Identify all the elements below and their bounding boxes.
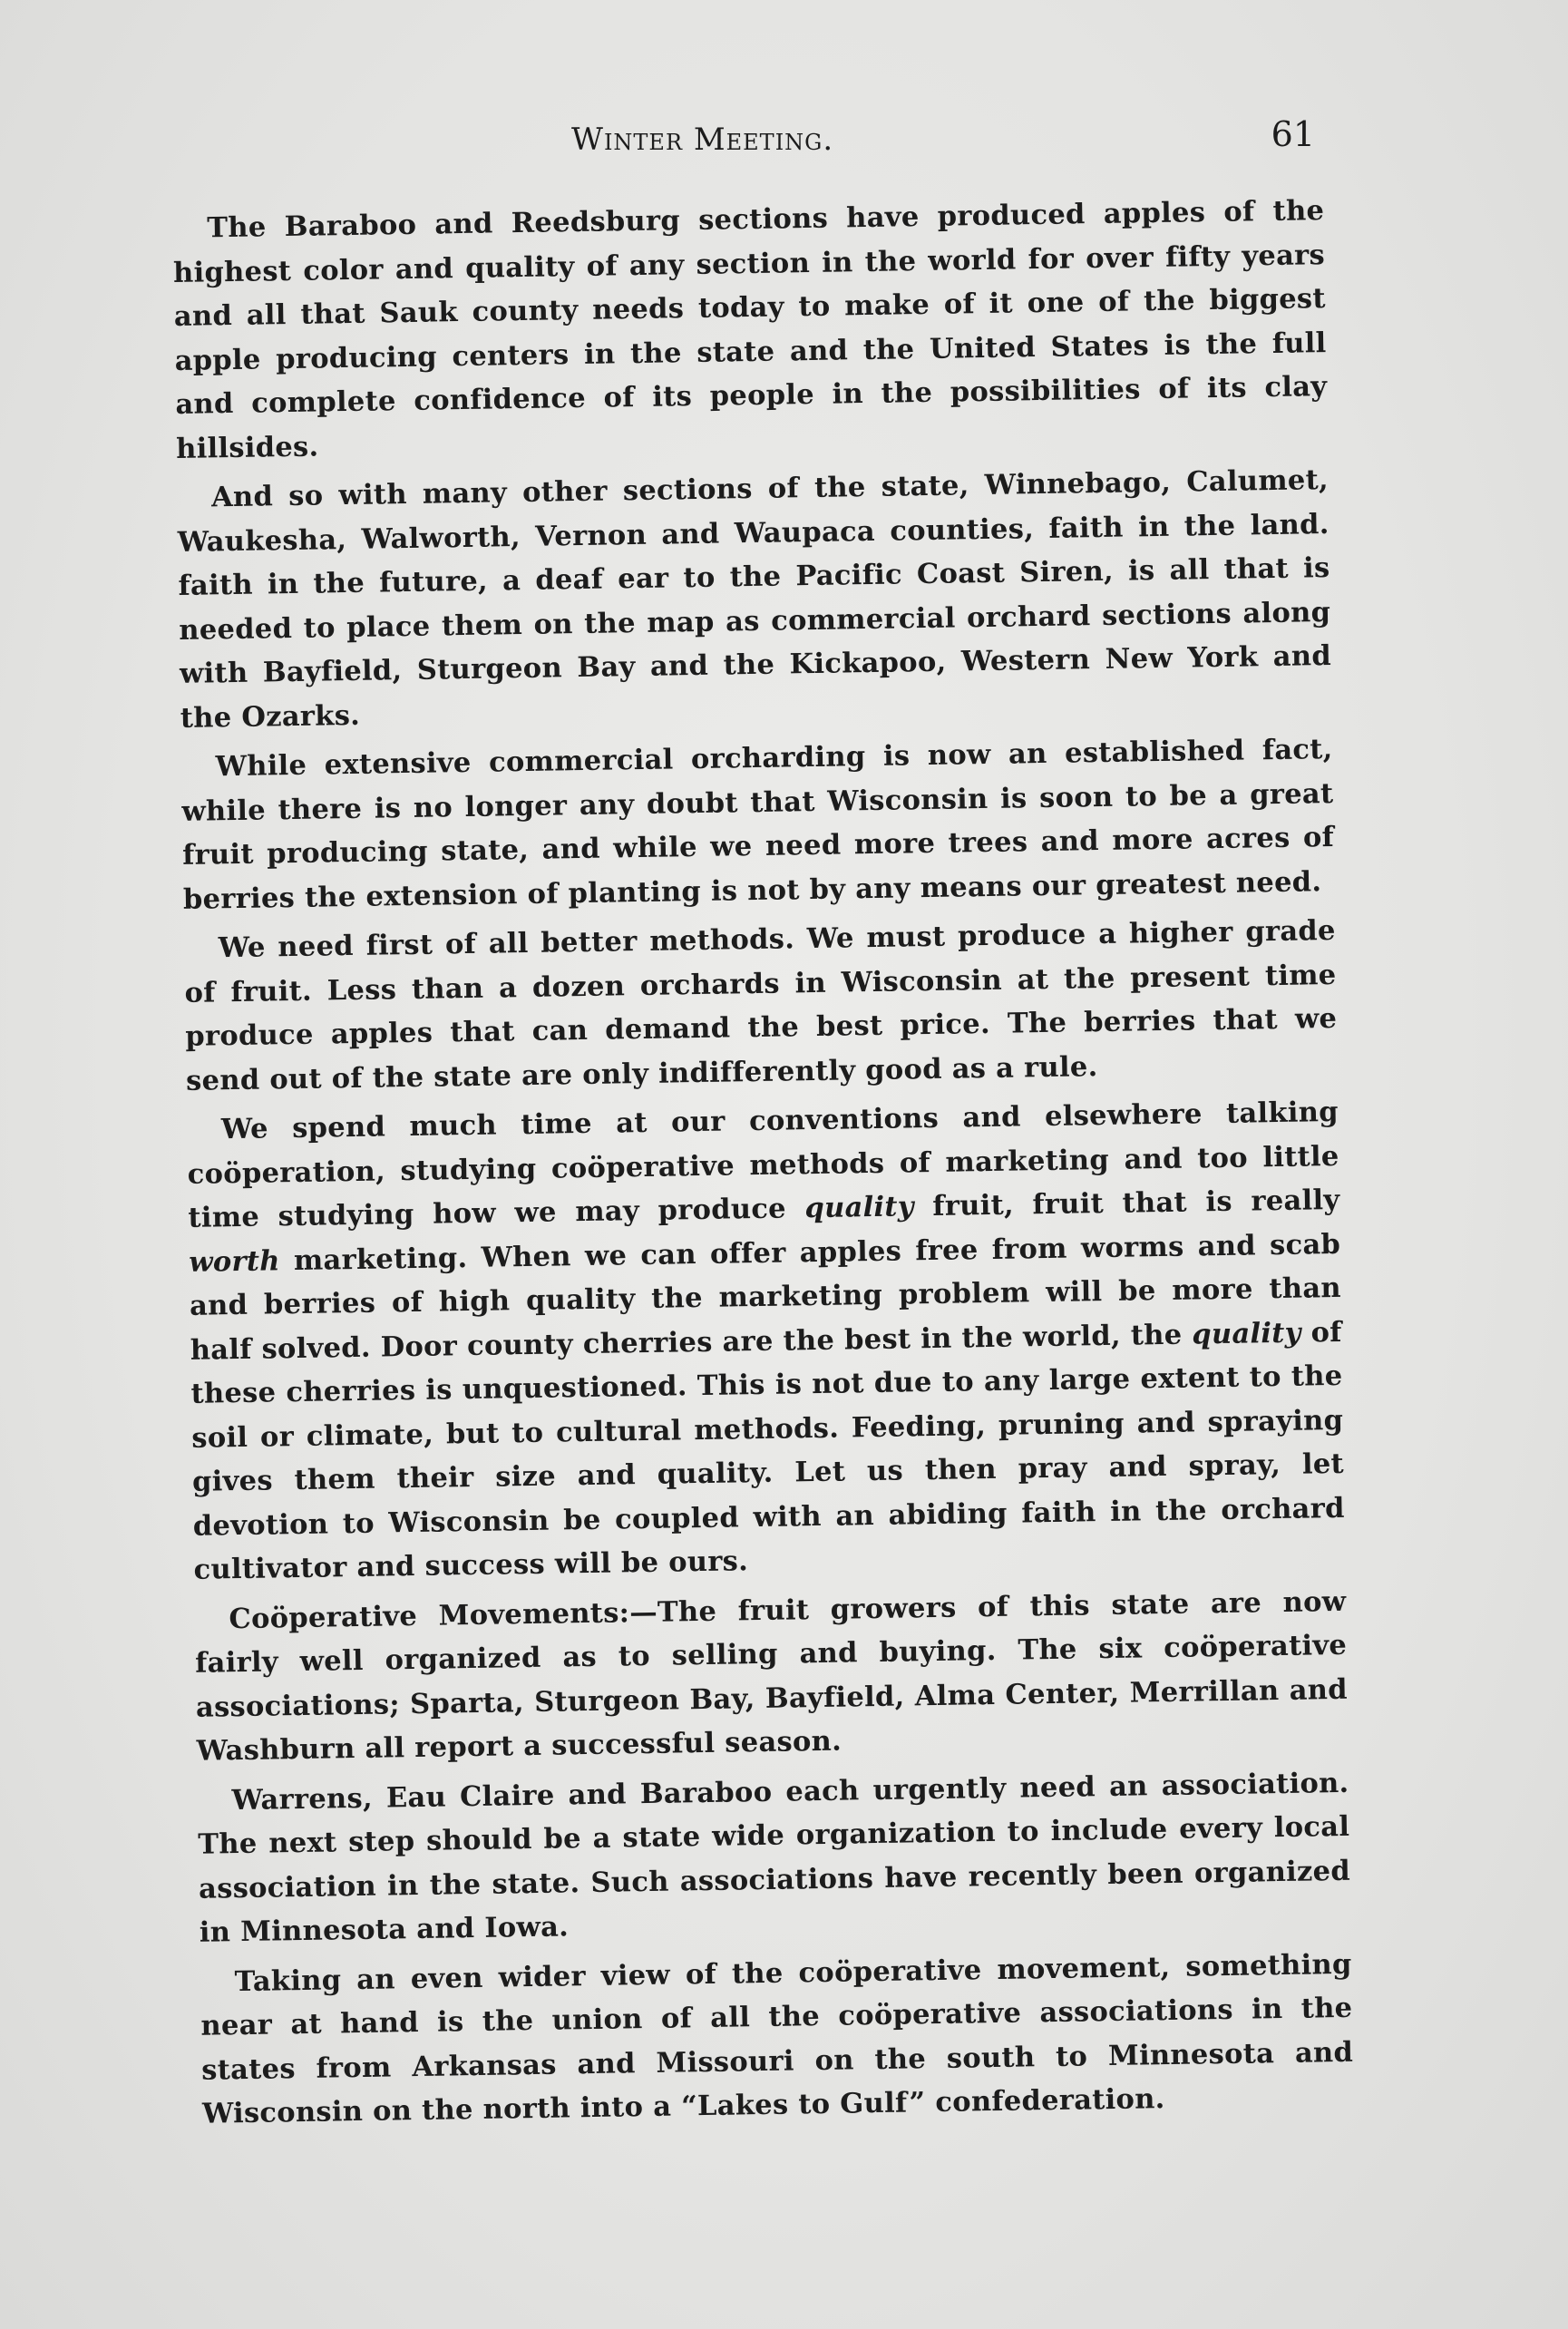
page-number: 61 (1271, 114, 1315, 154)
paragraph-other-sections: And so with many other sections of the state, Winnebago, Calumet, Waukesha, Walworth, Vernon and Waupaca counties, faith in the land. faith in the future, a deaf ear to the Pacific Coast Siren, is all that is needed to place them on the map as commercial orchard sections along with Bayfield, Sturgeon Bay and the Kickapoo, Western New York and the Ozarks. (177, 463, 1332, 735)
body-text (172, 189, 1354, 2141)
emphasis-quality-2: quality (1192, 1316, 1301, 1350)
emphasis-worth: worth (188, 1243, 280, 1279)
quality-text-3: marketing. When we can offer apples free from worms and scab and berries of high quality the marketing problem will be more than half solved. Door county cherries are the best in the world, the (189, 1227, 1342, 1367)
paragraph-state-organization: Warrens, Eau Claire and Baraboo each urgently need an association. The next step should be a state wide organization to include every local association in the state. Such associations have recently been organized in Minnesota and Iowa. (198, 1766, 1351, 1949)
running-head (163, 114, 1315, 169)
quality-text-2: fruit, fruit that is really (913, 1183, 1340, 1223)
paragraph-baraboo: The Baraboo and Reedsburg sections have produced apples of the highest color and quality of any section in the world for over fifty years and all that Sauk county needs today to make of it one of the biggest apple producing centers in the state and the United States is the full and complete confidence of its people in the possibilities of its clay hillsides. (172, 194, 1328, 465)
quality-text-1: We spend much time at our conventions and elsewhere talking coöperation, studying coöperative methods of marketing and too little time studying how we may produce (187, 1095, 1339, 1234)
paragraph-better-methods: We need first of all better methods. We must produce a higher grade of fruit. Less than a dozen orchards in Wisconsin at the present time produce apples that can demand the best price. The berries that we send out of the state are only indifferently good as a rule. (184, 913, 1338, 1097)
quality-text-4: of these cherries is unquestioned. This is not due to any large extent to the soil or climate, but to cultural methods. Feeding, pruning and spraying gives them their size and quality. Let us then pray and spray, let devotion to Wisconsin be coupled with an abiding faith in the orchard cultivator and success will be ours. (190, 1315, 1345, 1586)
emphasis-quality: quality (804, 1190, 915, 1225)
paragraph-lakes-to-gulf: Taking an even wider view of the coöperative movement, something near at hand is the union of all the coöperative associations in the states from Arkansas and Missouri on the south to Minnesota and Wisconsin on the north into a “Lakes to Gulf” confederation. (200, 1947, 1354, 2130)
paragraph-commercial-orcharding: While extensive commercial orcharding is now an established fact, while there is no longer any doubt that Wisconsin is soon to be a great fruit producing state, and while we need more trees and more acres of berries the extension of planting is not by any means our greatest need. (181, 732, 1335, 916)
paragraph-quality-fruit (187, 1090, 1346, 1592)
running-title: Winter Meeting. (571, 122, 834, 158)
paragraph-cooperative-movements: Coöperative Movements:—The fruit growers of this state are now fairly well organized as to selling and buying. The six coöperative associations; Sparta, Sturgeon Bay, Bayfield, Alma Center, Merrillan and Washburn all report a successful season. (194, 1584, 1349, 1768)
